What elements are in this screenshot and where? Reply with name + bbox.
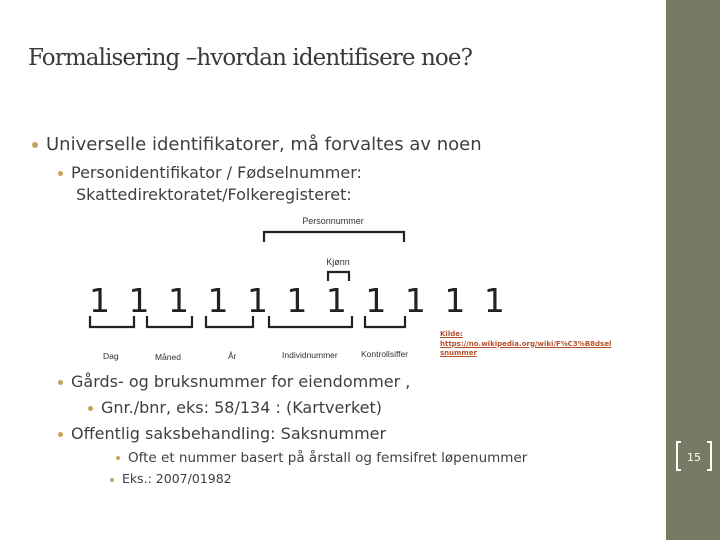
kjonn-label: Kjønn (326, 257, 350, 267)
slide-number: 15 (687, 451, 701, 464)
bullet-text: Ofte et nummer basert på årstall og femsifret løpenummer (128, 450, 528, 466)
dag-label: Dag (103, 351, 119, 361)
bullet-universal-identifiers (32, 134, 482, 155)
bullet-dot (32, 142, 38, 148)
bullet-arstall-lopenummer (116, 450, 527, 466)
maned-label: Måned (155, 352, 181, 362)
bullet-text-continued: Skattedirektoratet/Folkeregisteret: (76, 185, 352, 204)
bullet-dot (110, 478, 114, 482)
kjonn-bracket (328, 272, 349, 281)
bullet-text: Universelle identifikatorer, må forvaltes av noen (46, 134, 482, 155)
fodselsnummer-digits: 1 1 1 1 1 1 1 1 1 1 1 (89, 281, 509, 320)
source-url[interactable]: https://no.wikipedia.org/wiki/F%C3%B8dsel (440, 339, 612, 348)
bullet-dot (116, 456, 120, 460)
ar-label: År (228, 351, 237, 361)
bullet-gnr-bnr (88, 397, 382, 419)
bullet-eksempel-saksnummer (110, 471, 232, 486)
slide-title: Formalisering –hvordan identifisere noe? (28, 45, 473, 71)
bullet-dot (58, 432, 63, 437)
bullet-text: Personidentifikator / Fødselnummer: (71, 163, 362, 182)
source-url-continued[interactable]: snummer (440, 349, 477, 357)
bullet-personidentifikator (58, 162, 362, 206)
bullet-text: Gårds- og bruksnummer for eiendommer , (71, 372, 411, 391)
bullet-offentlig-saksbehandling (58, 423, 386, 445)
individnummer-label: Individnummer (282, 350, 338, 360)
bullet-dot (88, 406, 93, 411)
kontrollsiffer-label: Kontrollsiffer (361, 349, 409, 359)
personnummer-label: Personnummer (302, 216, 364, 226)
bullet-gards-bruksnummer (58, 371, 410, 393)
bullet-text: Gnr./bnr, eks: 58/134 : (Kartverket) (101, 398, 382, 417)
source-link[interactable] (440, 330, 652, 359)
bullet-text: Offentlig saksbehandling: Saksnummer (71, 424, 387, 443)
slide-number-badge (672, 439, 716, 473)
personnummer-bracket (264, 232, 404, 242)
bullet-dot (58, 380, 63, 385)
bullet-text: Eks.: 2007/01982 (122, 471, 232, 486)
bullet-dot (58, 171, 63, 176)
source-label: Kilde: (440, 330, 463, 338)
